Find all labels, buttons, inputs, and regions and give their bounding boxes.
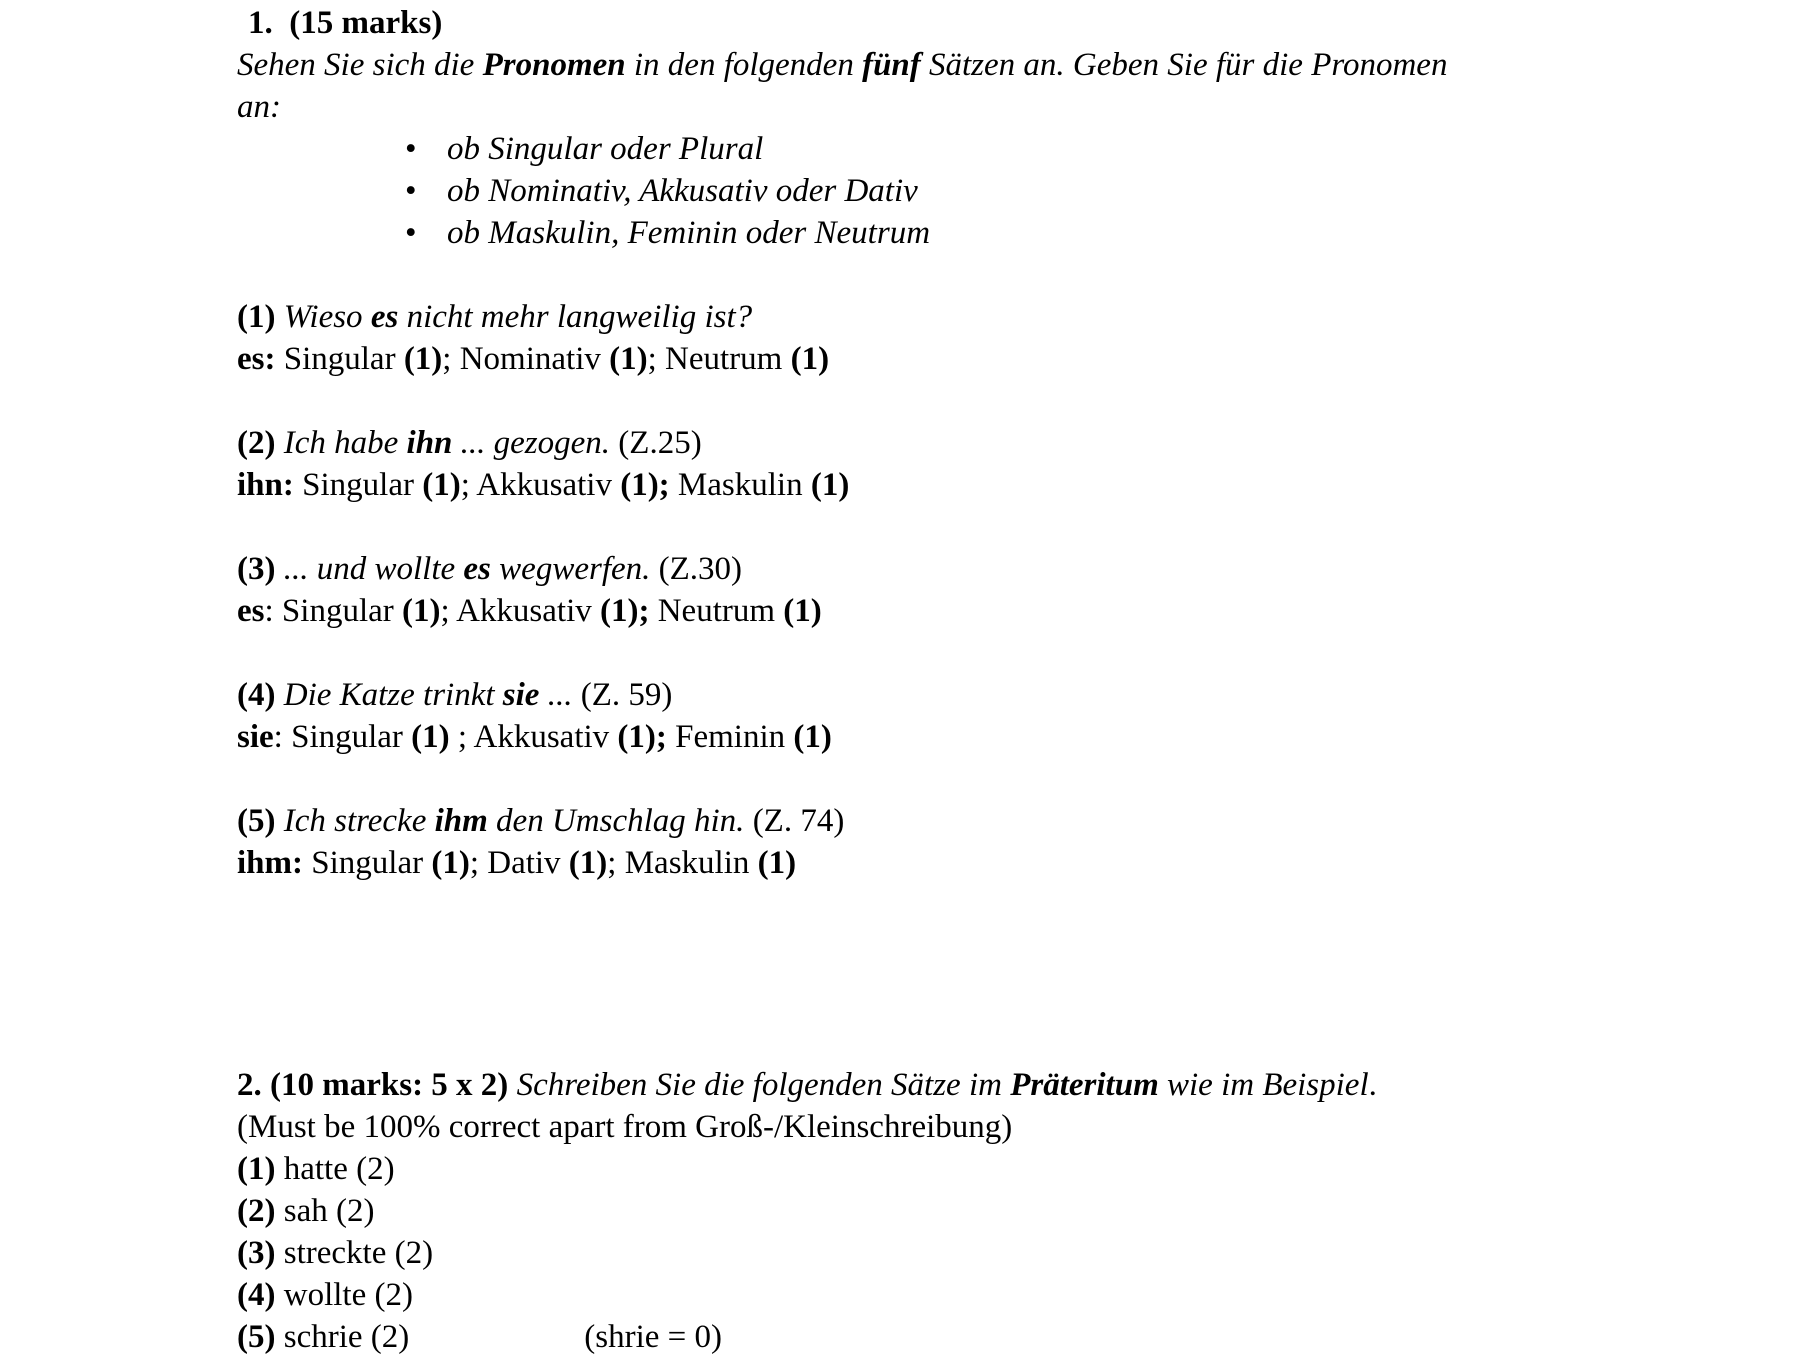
- text-run: (1): [237, 299, 276, 335]
- text-run: [275, 803, 283, 839]
- text-run: es: [237, 593, 265, 629]
- question2-section: [237, 1064, 1778, 1358]
- text-run: ; Dativ: [469, 845, 569, 881]
- q1-item-4-question: [237, 674, 1778, 716]
- q1-item-5: [237, 800, 1778, 884]
- text-run: hatte (2): [275, 1151, 395, 1187]
- text-run: (1);: [620, 467, 670, 503]
- q2-item-5: [237, 1316, 1778, 1358]
- text-run: (1): [411, 719, 450, 755]
- text-run: (4): [237, 677, 276, 713]
- text-run: Maskulin: [669, 467, 811, 503]
- text-run: : Singular: [273, 719, 412, 755]
- text-run: Die Katze trinkt: [283, 677, 503, 713]
- bullet-icon: •: [405, 215, 417, 251]
- bullet-icon: •: [405, 131, 417, 167]
- text-run: 2. (10 marks: 5 x 2): [237, 1067, 509, 1103]
- text-run: : Singular: [264, 593, 402, 629]
- text-run: ihm: [434, 803, 488, 839]
- q1-item-2-answer: [237, 464, 1778, 506]
- q1-bullet-item-1: [237, 128, 1778, 170]
- text-run: ... und wollte: [283, 551, 464, 587]
- text-run: (1);: [617, 719, 667, 755]
- text-run: (3): [237, 551, 276, 587]
- text-run: ; Nominativ: [442, 341, 610, 377]
- text-run: es: [370, 299, 399, 335]
- text-run: (1): [237, 1151, 276, 1187]
- text-run: ob Nominativ, Akkusativ oder Dativ: [447, 173, 918, 209]
- text-run: (1): [422, 467, 461, 503]
- text-run: 1. (15 marks): [248, 5, 443, 41]
- text-run: Singular: [303, 845, 432, 881]
- text-run: schrie (2): [275, 1319, 410, 1355]
- text-run: ihn: [406, 425, 453, 461]
- text-run: wie im Beispiel: [1158, 1067, 1369, 1103]
- q1-bullet-item-2: [237, 170, 1778, 212]
- q1-item-3-answer: [237, 590, 1778, 632]
- text-run: [508, 1067, 516, 1103]
- text-run: (1): [609, 341, 648, 377]
- q1-item-5-question: [237, 800, 1778, 842]
- q2-item-1: [237, 1148, 1778, 1190]
- q1-item-3: [237, 548, 1778, 632]
- text-run: in den folgenden: [625, 47, 863, 83]
- text-run: Neutrum: [649, 593, 784, 629]
- q1-item-1: [237, 296, 1778, 380]
- text-run: Sehen Sie sich die: [237, 47, 483, 83]
- text-run: [275, 677, 283, 713]
- text-run: (1): [810, 467, 850, 503]
- text-run: (1);: [600, 593, 650, 629]
- text-run: [275, 425, 283, 461]
- text-run: sah (2): [275, 1193, 375, 1229]
- text-run: (Z. 74): [752, 803, 845, 839]
- text-run: Pronomen: [482, 47, 626, 83]
- text-run: Singular: [275, 341, 404, 377]
- text-run: ob Singular oder Plural: [447, 131, 764, 167]
- text-run: es:: [237, 341, 276, 377]
- text-run: nicht mehr langweilig ist?: [398, 299, 753, 335]
- q1-bullet-item-3: [237, 212, 1778, 254]
- q1-item-2: [237, 422, 1778, 506]
- text-run: ... gezogen.: [452, 425, 619, 461]
- text-run: (1): [403, 341, 443, 377]
- bullet-icon: •: [405, 173, 417, 209]
- q2-note: [237, 1106, 1778, 1148]
- bullet-text: [447, 215, 930, 251]
- text-run: (Z.30): [658, 551, 743, 587]
- text-run: ob Maskulin, Feminin oder Neutrum: [447, 215, 931, 251]
- bullet-text: [447, 173, 918, 209]
- q2-heading: [237, 1064, 1778, 1106]
- text-run: Wieso: [283, 299, 371, 335]
- text-run: Ich habe: [283, 425, 407, 461]
- text-run: (Must be 100% correct apart from Groß-/Kleinschreibung): [237, 1109, 1013, 1145]
- text-run: (4): [237, 1277, 276, 1313]
- q2-item-2: [237, 1190, 1778, 1232]
- text-run: (1): [568, 845, 608, 881]
- text-run: (2): [237, 1193, 276, 1229]
- question1-section: [237, 2, 1778, 884]
- text-run: (Z. 59): [580, 677, 673, 713]
- q1-item-2-question: [237, 422, 1778, 464]
- q2-item-3: [237, 1232, 1778, 1274]
- text-run: ihm:: [237, 845, 303, 881]
- q1-item-3-question: [237, 548, 1778, 590]
- text-run: (1): [790, 341, 830, 377]
- text-run: (Z.25): [618, 425, 702, 461]
- q2-item-4: [237, 1274, 1778, 1316]
- text-run: Schreiben Sie die folgenden Sätze im: [516, 1067, 1011, 1103]
- text-run: den Umschlag hin.: [487, 803, 753, 839]
- text-run: Präteritum: [1010, 1067, 1159, 1103]
- text-run: wegwerfen.: [490, 551, 659, 587]
- text-run: (1): [783, 593, 822, 629]
- text-run: Singular: [293, 467, 423, 503]
- text-run: [275, 551, 283, 587]
- text-run: (1): [757, 845, 797, 881]
- text-run: sie: [502, 677, 540, 713]
- text-run: .: [1368, 1067, 1377, 1103]
- bullet-text: [447, 131, 763, 167]
- q1-heading: [237, 2, 1778, 44]
- text-run: (3): [237, 1235, 276, 1271]
- q1-item-4: [237, 674, 1778, 758]
- q1-item-5-answer: [237, 842, 1778, 884]
- q1-item-1-answer: [237, 338, 1778, 380]
- text-run: Ich strecke: [283, 803, 435, 839]
- q1-item-4-answer: [237, 716, 1778, 758]
- q1-intro-line-2: [237, 86, 1778, 128]
- text-run: (5): [237, 1319, 276, 1355]
- text-run: [275, 299, 283, 335]
- text-run: an:: [237, 89, 281, 125]
- text-run: ; Akkusativ: [440, 593, 600, 629]
- text-run: sie: [237, 719, 274, 755]
- text-run: (5): [237, 803, 276, 839]
- text-run: Feminin: [666, 719, 794, 755]
- text-run: ; Maskulin: [607, 845, 758, 881]
- text-run: es: [463, 551, 491, 587]
- q1-intro-line-1: [237, 44, 1778, 86]
- q1-item-1-question: [237, 296, 1778, 338]
- text-run: ; Akkusativ: [449, 719, 618, 755]
- text-run: wollte (2): [275, 1277, 413, 1313]
- text-run: (shrie = 0): [584, 1319, 723, 1355]
- text-run: ...: [539, 677, 581, 713]
- text-run: (1): [431, 845, 470, 881]
- text-run: ihn:: [237, 467, 294, 503]
- text-run: ; Akkusativ: [460, 467, 621, 503]
- text-run: (1): [402, 593, 441, 629]
- text-run: Sätzen an. Geben Sie für die Pronomen: [920, 47, 1448, 83]
- text-run: (1): [793, 719, 832, 755]
- text-run: streckte (2): [275, 1235, 434, 1271]
- text-run: fünf: [862, 47, 921, 83]
- text-run: ; Neutrum: [647, 341, 791, 377]
- text-run: (2): [237, 425, 276, 461]
